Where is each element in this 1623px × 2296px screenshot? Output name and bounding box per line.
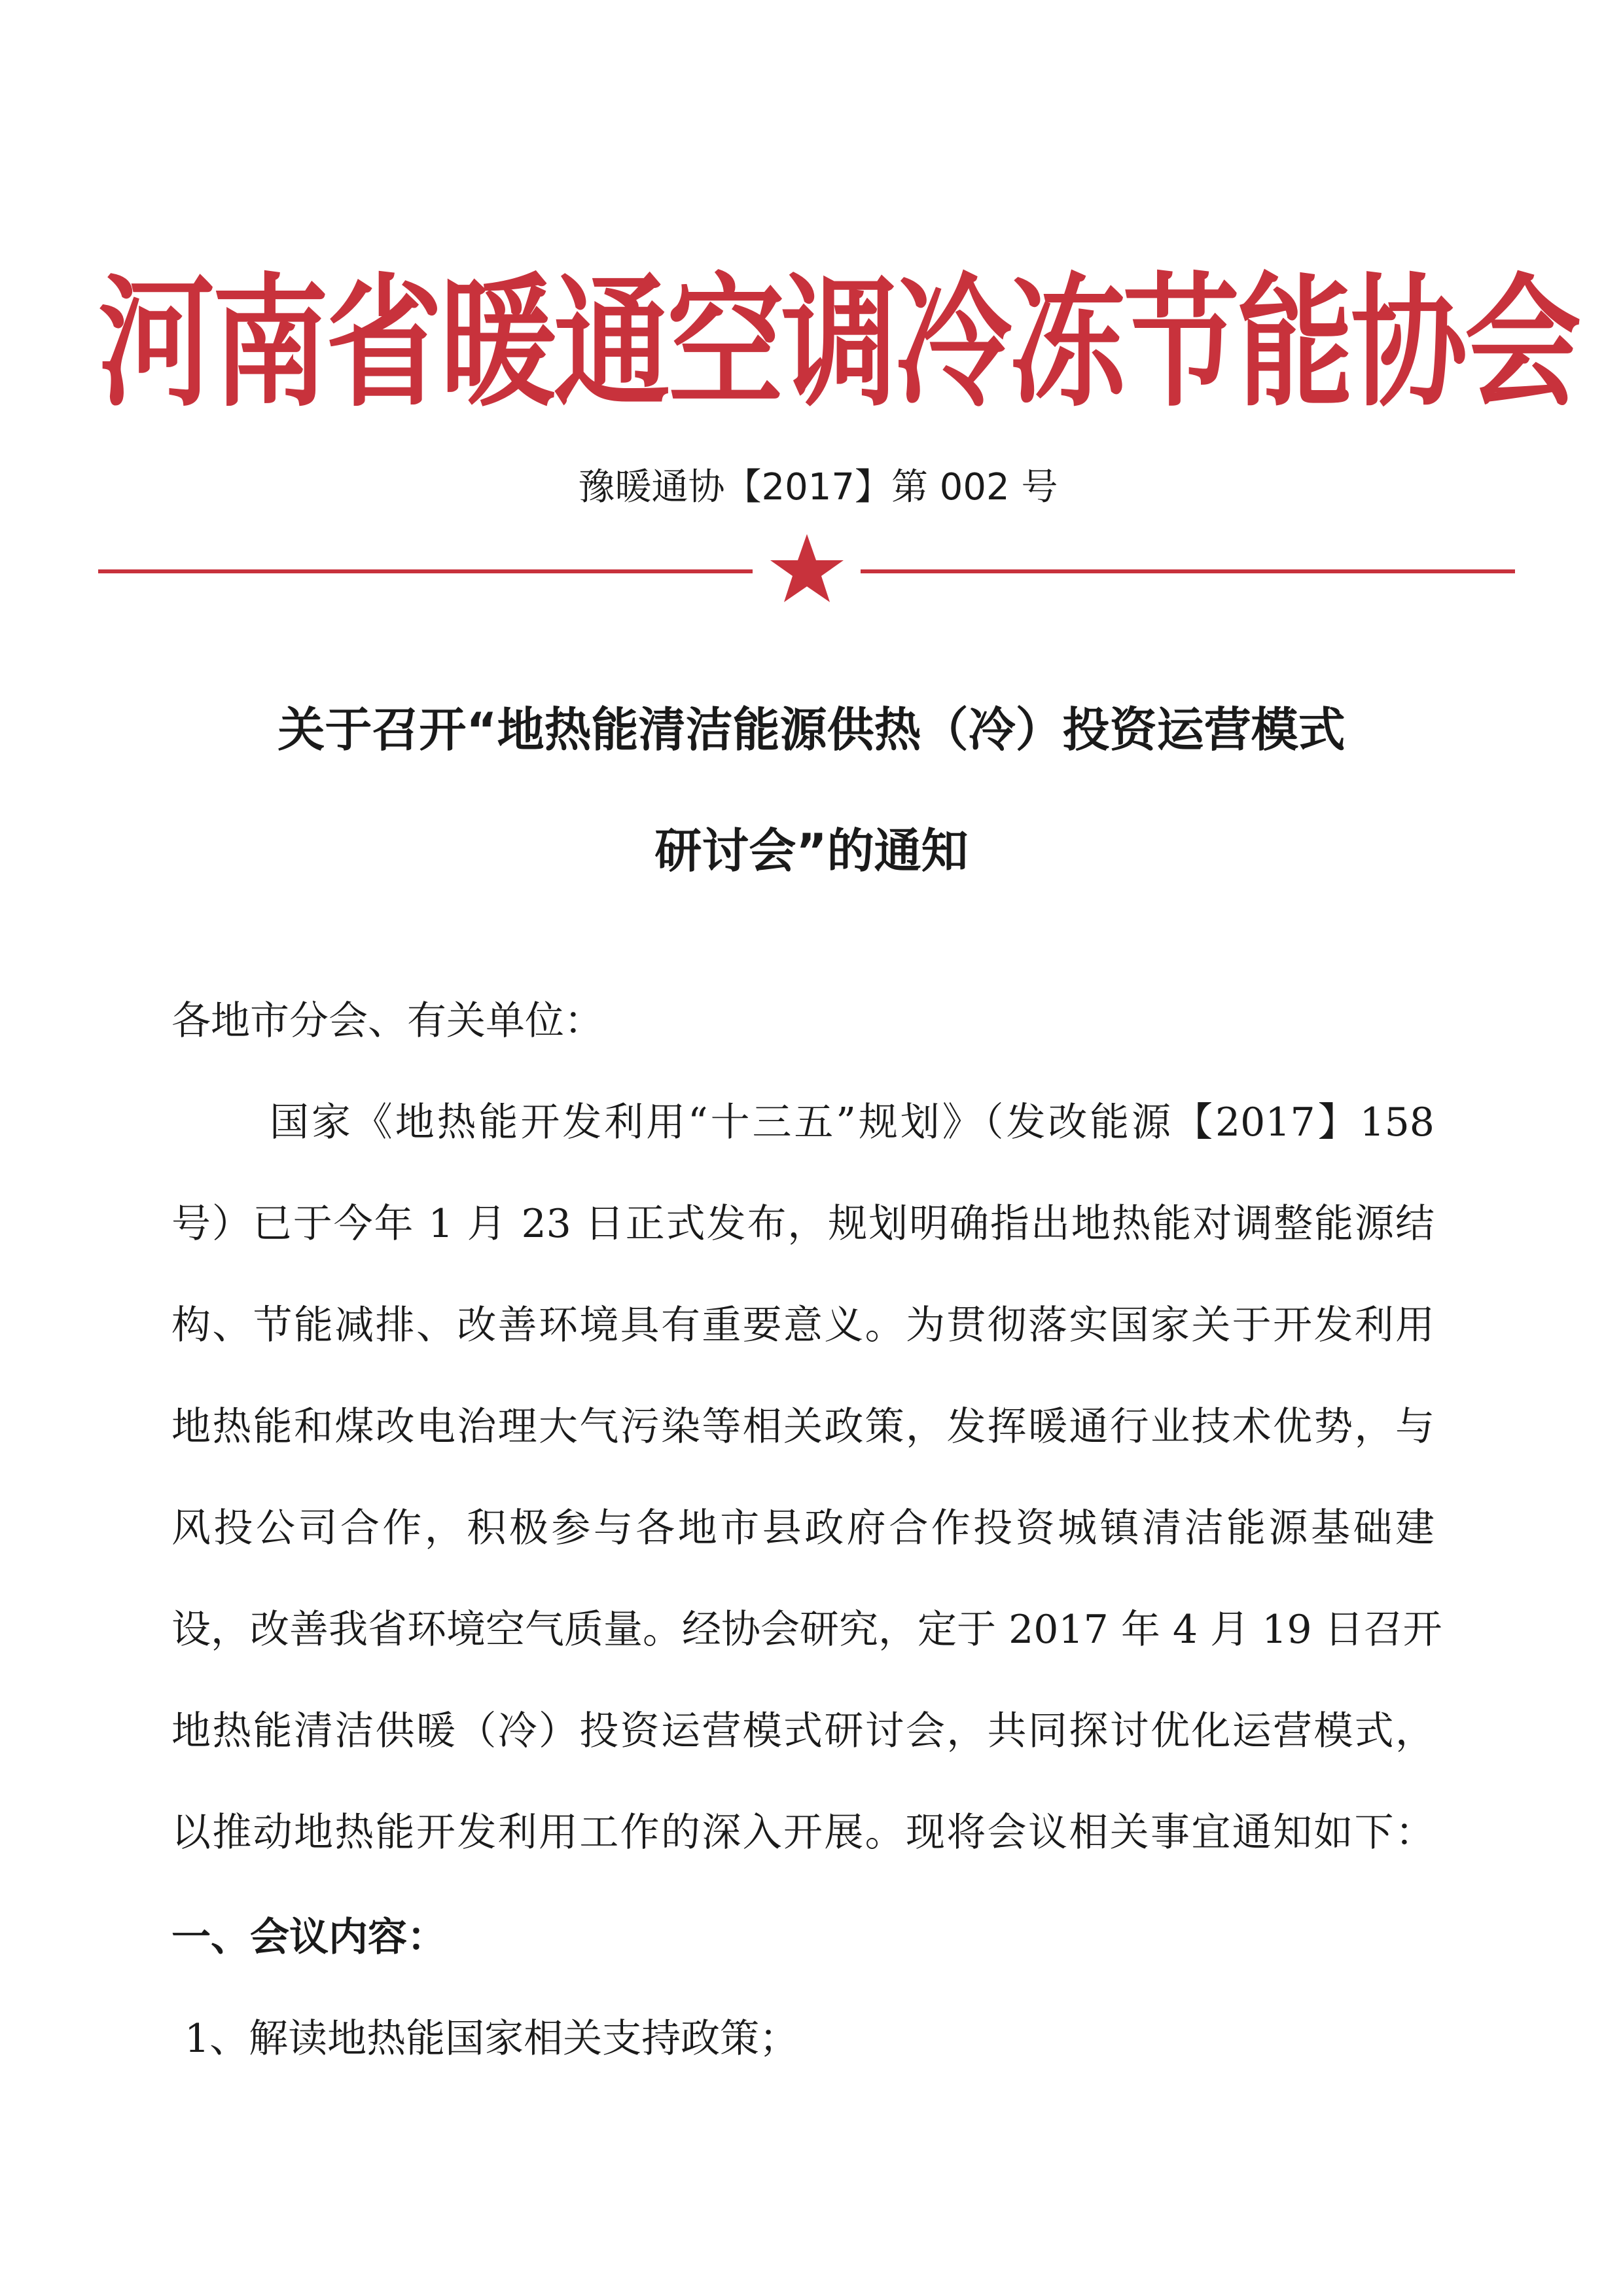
body-line: 设，改善我省环境空气质量。经协会研究，定于 2017 年 4 月 19 日召开 [171, 1607, 1442, 1653]
body-line: 构、节能减排、改善环境具有重要意义。为贯彻落实国家关于开发利用 [171, 1302, 1435, 1348]
header-rule-left [98, 569, 753, 573]
list-item: 1、解读地热能国家相关支持政策； [185, 2016, 799, 2062]
body-line: 风投公司合作，积极参与各地市县政府合作投资城镇清洁能源基础建 [171, 1505, 1435, 1551]
body-line: 以推动地热能开发利用工作的深入开展。现将会议相关事宜通知如下： [171, 1810, 1435, 1856]
body-line: 国家《地热能开发利用“十三五”规划》（发改能源【2017】158 [270, 1100, 1435, 1145]
salutation: 各地市分会、有关单位： [171, 998, 603, 1044]
organization-name: 河南省暖通空调冷冻节能协会 [98, 260, 1578, 426]
body-line: 地热能清洁供暖（冷）投资运营模式研讨会，共同探讨优化运营模式， [171, 1708, 1435, 1754]
body-line: 地热能和煤改电治理大气污染等相关政策，发挥暖通行业技术优势，与 [171, 1404, 1435, 1450]
notice-title-line-2: 研讨会”的通知 [654, 823, 969, 878]
notice-title-line-1: 关于召开“地热能清洁能源供热（冷）投资运营模式 [277, 702, 1346, 757]
body-line: 号）已于今年 1 月 23 日正式发布，规划明确指出地热能对调整能源结 [171, 1201, 1435, 1247]
document-number: 豫暖通协【2017】第 002 号 [578, 466, 1058, 509]
star-icon [761, 530, 853, 609]
section-heading: 一、会议内容： [171, 1914, 446, 1960]
header-rule-right [861, 569, 1515, 573]
